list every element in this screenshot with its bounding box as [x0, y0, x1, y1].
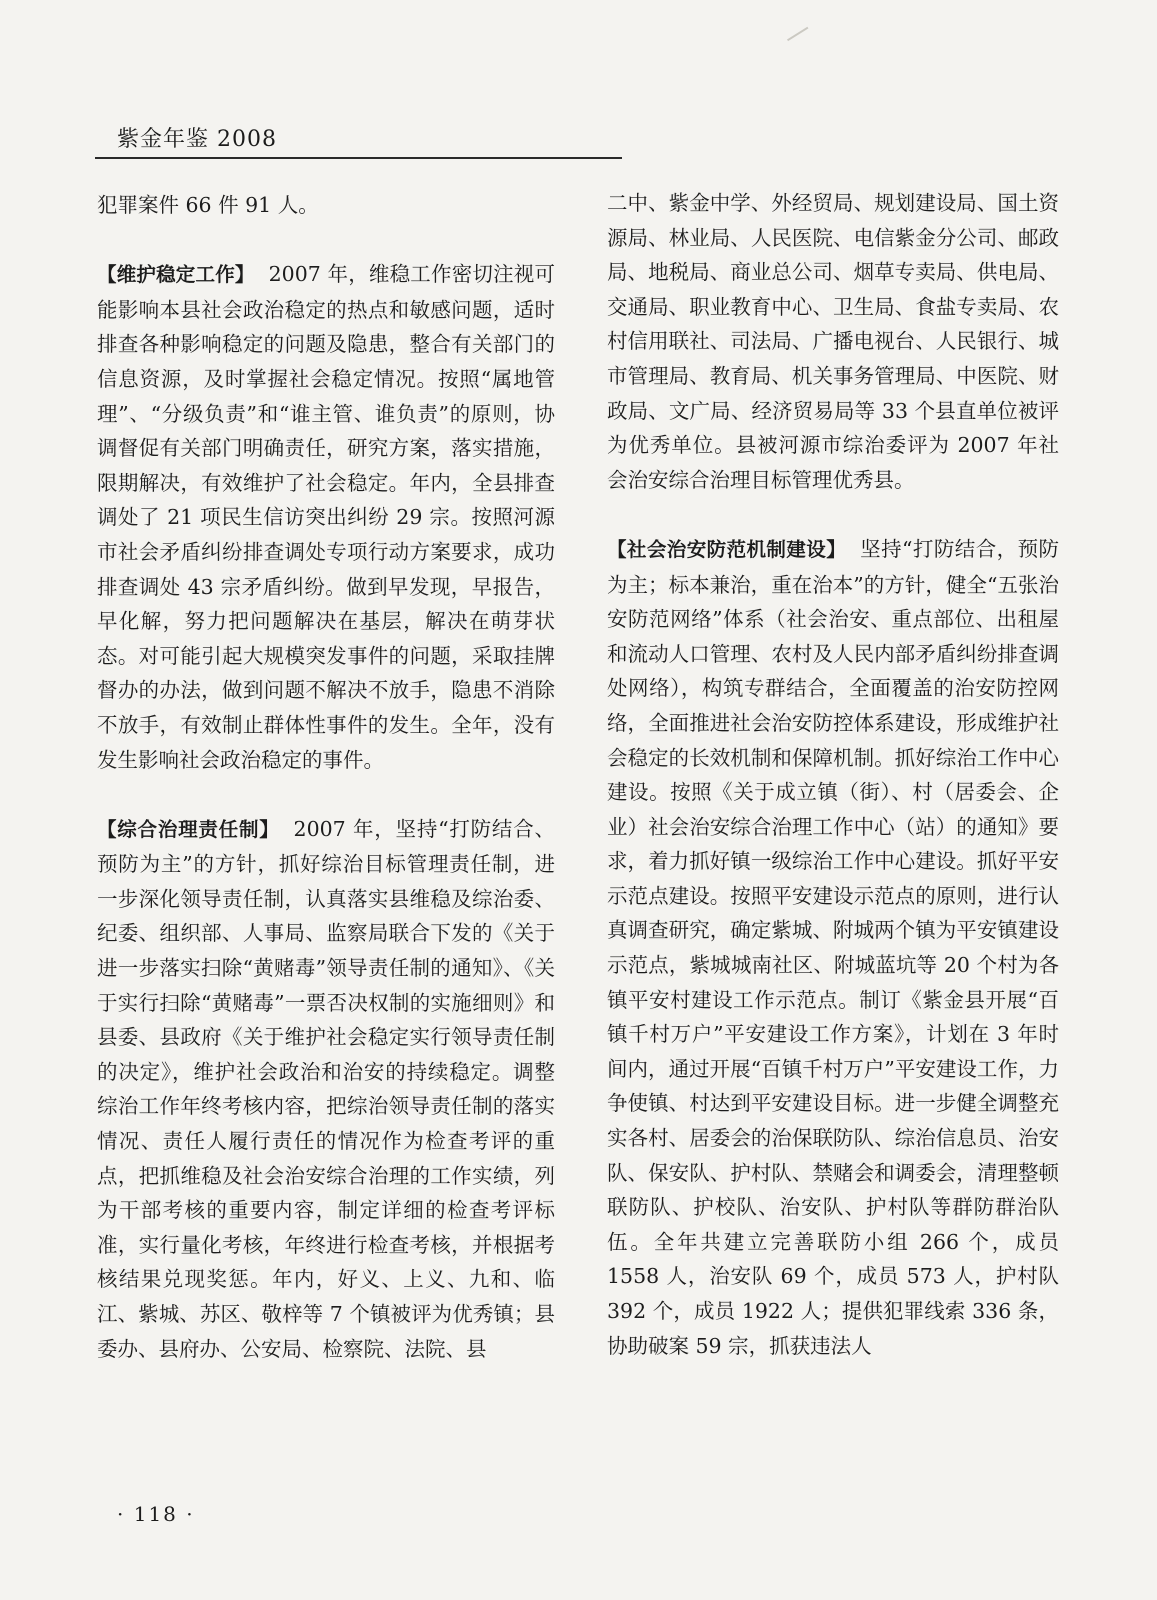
paragraph-continued — [97, 188, 555, 223]
section-heading: 【维护稳定工作】 — [97, 263, 255, 287]
left-column — [97, 188, 555, 1366]
section-security-prevention — [607, 532, 1059, 1363]
paragraph-continued — [607, 186, 1059, 497]
paragraph-text: 犯罪案件 66 件 91 人。 — [97, 193, 319, 217]
section-body: 2007 年，坚持“打防结合、预防为主”的方针，抓好综治目标管理责任制，进一步深化领导责任制，认真落实县维稳及综治委、纪委、组织部、人事局、监察局联合下发的《关于进一步落实扫除“黄赌毒”领导责任制的通知》、《关于实行扫除“黄赌毒”一票否决权制的实施细则》和县委、县政府《关于维护社会稳定实行领导责任制的决定》，维护社会政治和治安的持续稳定。调整综治工作年终考核内容，把综治领导责任制的落实情况、责任人履行责任的情况作为检查考评的重点，把抓维稳及社会治安综合治理的工作实绩，列为干部考核的重要内容，制定详细的检查考评标准，实行量化考核，年终进行检查考核，并根据考核结果兑现奖惩。年内，好义、上义、九和、临江、紫城、苏区、敬梓等 7 个镇被评为优秀镇；县委办、县府办、公安局、检察院、法院、县 — [97, 816, 555, 1361]
page-number: · 118 · — [117, 1502, 195, 1526]
section-responsibility-system — [97, 812, 555, 1367]
section-stability-work — [97, 257, 555, 777]
section-body: 坚持“打防结合，预防为主；标本兼治，重在治本”的方针，健全“五张治安防范网络”体系（社会治安、重点部位、出租屋和流动人口管理、农村及人民内部矛盾纠纷排查调处网络），构筑专群结合，全面覆盖的治安防控网络，全面推进社会治安防控体系建设，形成维护社会稳定的长效机制和保障机制。抓好综治工作中心建设。按照《关于成立镇（街）、村（居委会、企业）社会治安综合治理工作中心（站）的通知》要求，着力抓好镇一级综治工作中心建设。抓好平安示范点建设。按照平安建设示范点的原则，进行认真调查研究，确定紫城、附城两个镇为平安镇建设示范点，紫城城南社区、附城蓝坑等 20 个村为各镇平安村建设工作示范点。制订《紫金县开展“百镇千村万户”平安建设工作方案》，计划在 3 年时间内，通过开展“百镇千村万户”平安建设工作，力争使镇、村达到平安建设目标。进一步健全调整充实各村、居委会的治保联防队、综治信息员、治安队、保安队、护村队、禁赌会和调委会，清理整顿联防队、护校队、治安队、护村队等群防群治队伍。全年共建立完善联防小组 266 个，成员 1558 人，治安队 69 个，成员 573 人，护村队 392 个，成员 1922 人；提供犯罪线索 336 条，协助破案 59 宗，抓获违法人 — [607, 536, 1059, 1358]
section-heading: 【综合治理责任制】 — [97, 817, 280, 841]
section-heading: 【社会治安防范机制建设】 — [607, 537, 847, 561]
right-column — [607, 186, 1059, 1363]
scan-mark — [780, 15, 809, 41]
book-title: 紫金年鉴 2008 — [117, 127, 277, 152]
section-body: 2007 年，维稳工作密切注视可能影响本县社会政治稳定的热点和敏感问题，适时排查各种影响稳定的问题及隐患，整合有关部门的信息资源，及时掌握社会稳定情况。按照“属地管理”、“分级负责”和“谁主管、谁负责”的原则，协调督促有关部门明确责任，研究方案，落实措施，限期解决，有效维护了社会稳定。年内，全县排查调处了 21 项民生信访突出纠纷 29 宗。按照河源市社会矛盾纠纷排查调处专项行动方案要求，成功排查调处 43 宗矛盾纠纷。做到早发现，早报告，早化解，努力把问题解决在基层，解决在萌芽状态。对可能引起大规模突发事件的问题，采取挂牌督办的办法，做到问题不解决不放手，隐患不消除不放手，有效制止群体性事件的发生。全年，没有发生影响社会政治稳定的事件。 — [97, 262, 555, 772]
header-rule — [95, 157, 622, 159]
paragraph-text: 二中、紫金中学、外经贸局、规划建设局、国土资源局、林业局、人民医院、电信紫金分公司、邮政局、地税局、商业总公司、烟草专卖局、供电局、交通局、职业教育中心、卫生局、食盐专卖局、农村信用联社、司法局、广播电视台、人民银行、城市管理局、教育局、机关事务管理局、中医院、财政局、文广局、经济贸易局等 33 个县直单位被评为优秀单位。县被河源市综治委评为 2007 年社会治安综合治理目标管理优秀县。 — [607, 191, 1059, 492]
